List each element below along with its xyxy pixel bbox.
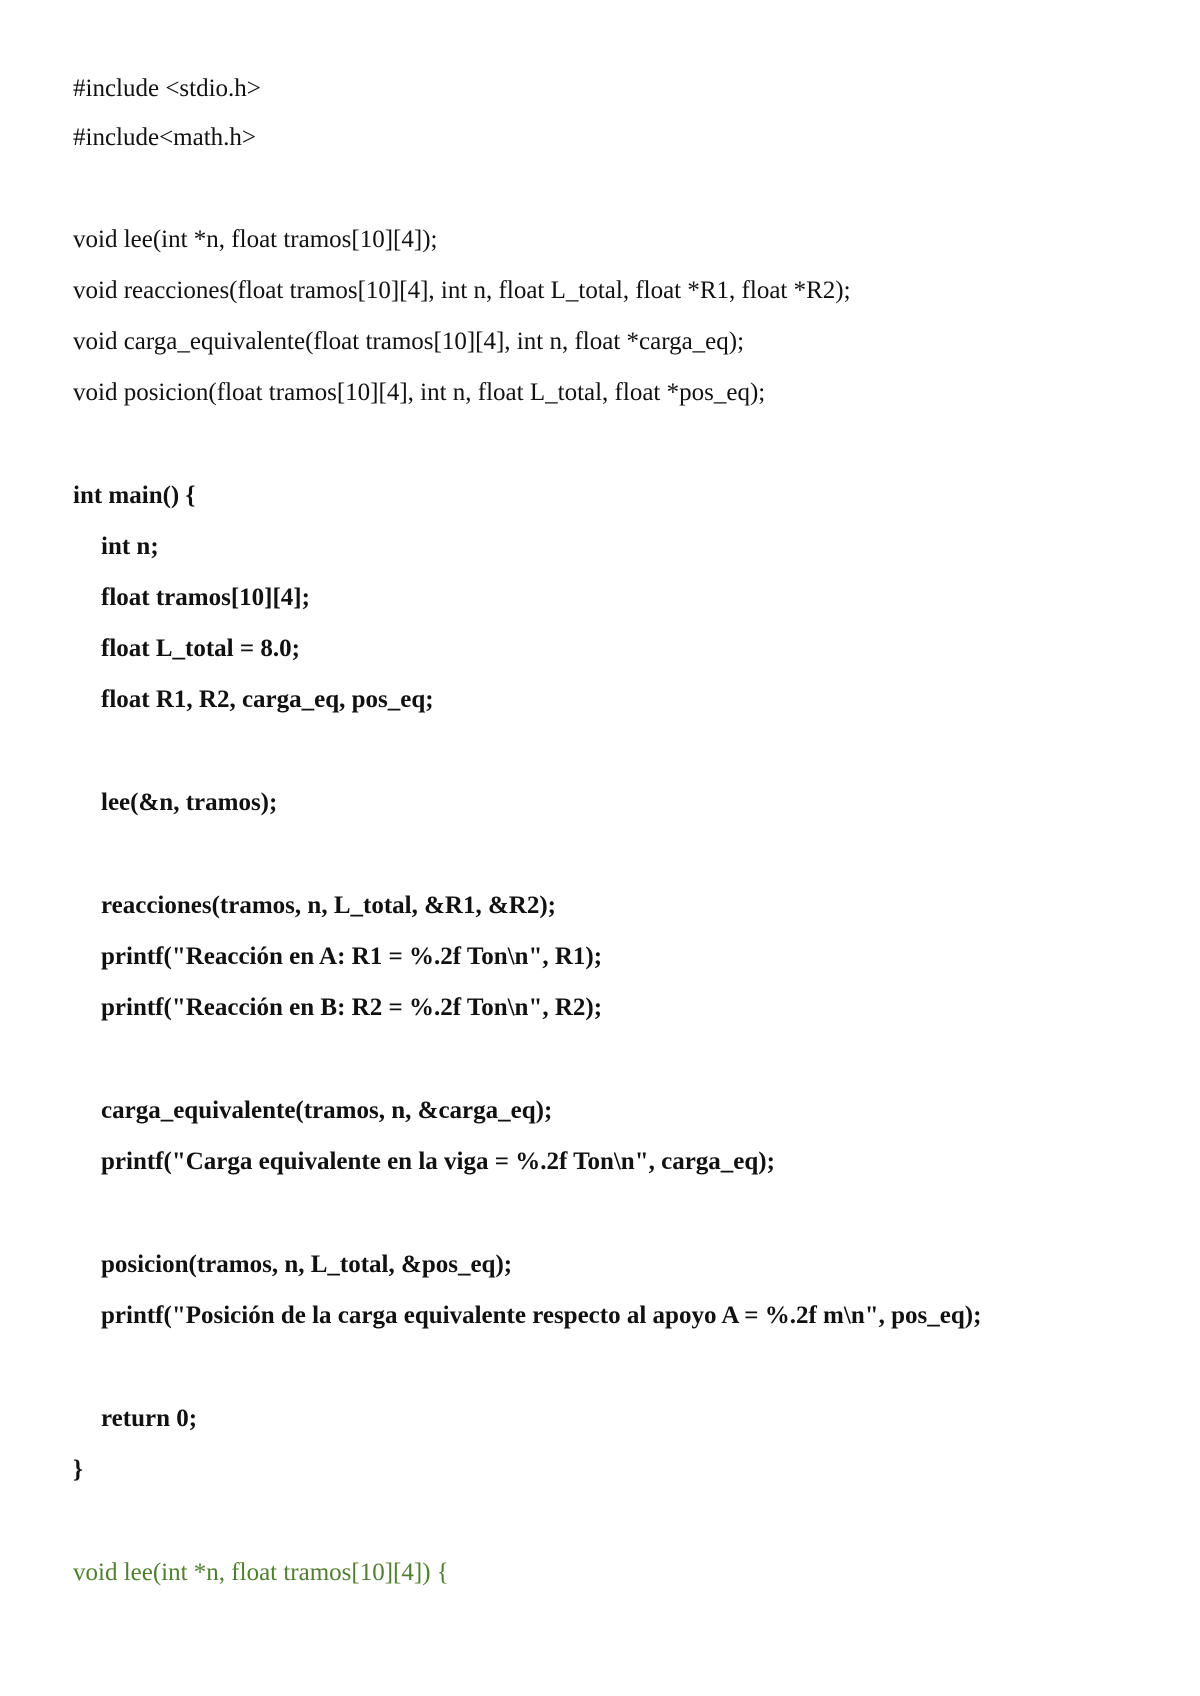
definition-lee: void lee(int *n, float tramos[10][4]) {	[73, 1559, 449, 1586]
return-statement: return 0;	[101, 1405, 198, 1432]
main-open: int main() {	[73, 482, 196, 509]
call-carga-equivalente: carga_equivalente(tramos, n, &carga_eq);	[101, 1097, 553, 1124]
call-lee: lee(&n, tramos);	[101, 789, 278, 816]
prototype-reacciones: void reacciones(float tramos[10][4], int n, float L_total, float *R1, float *R2);	[73, 277, 851, 304]
prototype-carga-equivalente: void carga_equivalente(float tramos[10][4], int n, float *carga_eq);	[73, 328, 745, 355]
declaration-l-total: float L_total = 8.0;	[101, 635, 300, 662]
call-posicion: posicion(tramos, n, L_total, &pos_eq);	[101, 1251, 513, 1278]
prototype-lee: void lee(int *n, float tramos[10][4]);	[73, 226, 438, 253]
declaration-variables: float R1, R2, carga_eq, pos_eq;	[101, 686, 434, 713]
printf-carga-equivalente: printf("Carga equivalente en la viga = %.2f Ton\n", carga_eq);	[101, 1148, 775, 1175]
include-math-line: #include<math.h>	[73, 124, 257, 151]
call-reacciones: reacciones(tramos, n, L_total, &R1, &R2);	[101, 892, 556, 919]
declaration-tramos: float tramos[10][4];	[101, 584, 310, 611]
prototype-posicion: void posicion(float tramos[10][4], int n, float L_total, float *pos_eq);	[73, 379, 766, 406]
printf-posicion: printf("Posición de la carga equivalente respecto al apoyo A = %.2f m\n", pos_eq);	[101, 1302, 982, 1329]
main-close: }	[73, 1456, 83, 1483]
include-stdio-line: #include <stdio.h>	[73, 75, 261, 102]
declaration-n: int n;	[101, 533, 159, 560]
printf-r1: printf("Reacción en A: R1 = %.2f Ton\n", R1);	[101, 943, 603, 970]
printf-r2: printf("Reacción en B: R2 = %.2f Ton\n", R2);	[101, 994, 603, 1021]
